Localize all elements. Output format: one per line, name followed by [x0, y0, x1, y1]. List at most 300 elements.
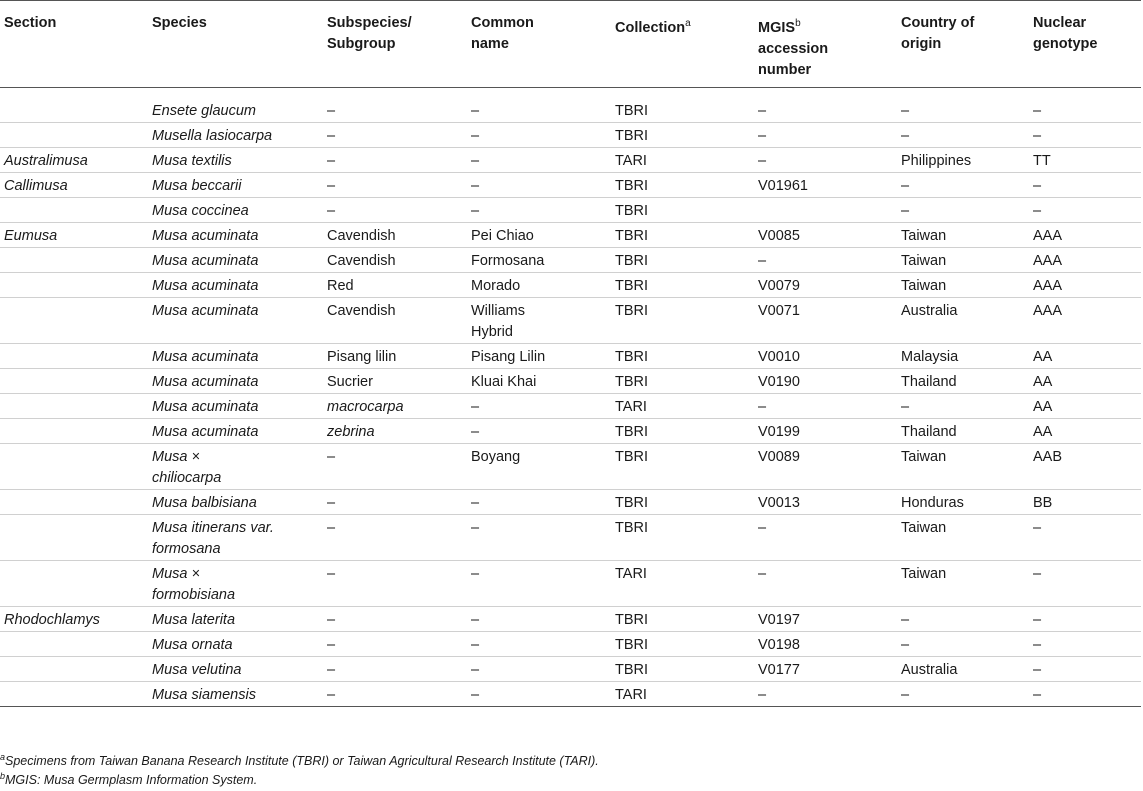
common-name-cell-text: – [471, 565, 480, 582]
genotype-cell-text: AA [1033, 398, 1053, 415]
country-cell [897, 272, 1029, 297]
species-cell-text: Musa acuminata [152, 373, 259, 390]
header-subspecies: Subspecies/ Subgroup [323, 1, 467, 88]
genotype-cell-text: AA [1033, 423, 1053, 440]
section-cell [0, 606, 148, 631]
common-name-cell-text: – [471, 494, 480, 511]
section-cell [0, 560, 148, 606]
country-cell [897, 514, 1029, 560]
spacer-cell [754, 87, 897, 98]
species-cell-text: Musa ornata [152, 636, 233, 653]
mgis-cell [754, 247, 897, 272]
genotype-cell-text: – [1033, 611, 1042, 628]
genotype-cell-text: – [1033, 519, 1042, 536]
mgis-cell-text: – [758, 519, 767, 536]
collection-cell [611, 98, 754, 123]
species-cell-text: Ensete glaucum [152, 102, 256, 119]
genotype-cell [1029, 122, 1141, 147]
mgis-cell-text: V0013 [758, 494, 800, 511]
mgis-cell [754, 98, 897, 123]
subspecies-cell [323, 297, 467, 343]
section-cell [0, 343, 148, 368]
genotype-cell [1029, 172, 1141, 197]
section-cell [0, 631, 148, 656]
mgis-cell [754, 222, 897, 247]
subspecies-cell [323, 443, 467, 489]
footnote-mark-b: b [795, 18, 801, 29]
country-cell-text: Taiwan [901, 227, 947, 244]
subspecies-cell [323, 489, 467, 514]
subspecies-cell [323, 272, 467, 297]
genotype-cell [1029, 343, 1141, 368]
common-name-cell [467, 172, 611, 197]
species-cell [148, 147, 323, 172]
collection-cell [611, 681, 754, 706]
country-cell-text: Taiwan [901, 565, 947, 582]
genotype-cell-text: AA [1033, 348, 1053, 365]
collection-cell-text: TBRI [615, 252, 649, 269]
genotype-cell [1029, 393, 1141, 418]
table-row [0, 631, 1141, 656]
collection-cell-text: TBRI [615, 277, 649, 294]
subspecies-cell-text: Cavendish [327, 227, 396, 244]
subspecies-cell-text: – [327, 152, 336, 169]
mgis-cell-text: – [758, 152, 767, 169]
common-name-cell [467, 560, 611, 606]
header-nuclear-genotype: Nuclear genotype [1029, 1, 1141, 88]
mgis-cell [754, 560, 897, 606]
section-cell [0, 272, 148, 297]
subspecies-cell [323, 172, 467, 197]
mgis-cell [754, 489, 897, 514]
mgis-cell-text: – [758, 127, 767, 144]
genotype-cell-text: – [1033, 636, 1042, 653]
common-name-cell-text: – [471, 636, 480, 653]
collection-cell-text: TBRI [615, 423, 649, 440]
mgis-cell-text: – [758, 102, 767, 119]
mgis-cell-text: V0071 [758, 302, 800, 319]
common-name-cell [467, 631, 611, 656]
country-cell-text: – [901, 177, 910, 194]
country-cell-text: Australia [901, 661, 958, 678]
mgis-cell [754, 656, 897, 681]
subspecies-cell [323, 147, 467, 172]
species-cell [148, 343, 323, 368]
common-name-cell [467, 681, 611, 706]
section-cell [0, 147, 148, 172]
header-row [0, 1, 1141, 88]
genotype-cell-text: – [1033, 102, 1042, 119]
mgis-cell-text: V0089 [758, 448, 800, 465]
country-cell [897, 147, 1029, 172]
subspecies-cell-text: – [327, 127, 336, 144]
common-name-cell-text: Pei Chiao [471, 227, 534, 244]
collection-cell-text: TARI [615, 565, 647, 582]
subspecies-cell-text: – [327, 177, 336, 194]
genotype-cell [1029, 247, 1141, 272]
collection-cell [611, 297, 754, 343]
collection-cell-text: TARI [615, 398, 647, 415]
subspecies-cell-text: – [327, 102, 336, 119]
mgis-cell [754, 343, 897, 368]
common-name-cell-text: – [471, 398, 480, 415]
genotype-cell [1029, 681, 1141, 706]
species-cell-text: Musa acuminata [152, 227, 259, 244]
species-cell-text: Musa siamensis [152, 686, 256, 703]
subspecies-cell-text: Red [327, 277, 354, 294]
mgis-cell-text: V0079 [758, 277, 800, 294]
subspecies-cell-text: – [327, 202, 336, 219]
subspecies-cell [323, 514, 467, 560]
subspecies-cell-text: – [327, 686, 336, 703]
table-row [0, 514, 1141, 560]
subspecies-cell [323, 247, 467, 272]
species-cell-text-line2: chiliocarpa [152, 469, 222, 486]
genotype-cell-text: AAA [1033, 277, 1063, 294]
species-cell [148, 489, 323, 514]
genotype-cell-text: – [1033, 565, 1042, 582]
mgis-cell [754, 393, 897, 418]
species-cell [148, 393, 323, 418]
genotype-cell-text: AAA [1033, 302, 1063, 319]
subspecies-cell [323, 606, 467, 631]
collection-cell-text: TBRI [615, 373, 649, 390]
common-name-cell [467, 222, 611, 247]
mgis-cell [754, 514, 897, 560]
country-cell-text: Thailand [901, 373, 957, 390]
species-cell [148, 514, 323, 560]
table-row [0, 272, 1141, 297]
collection-cell-text: TBRI [615, 448, 649, 465]
genotype-cell [1029, 656, 1141, 681]
collection-cell [611, 489, 754, 514]
footnote-a: $^a$Specimens from Taiwan Banana Research Institute (TBRI) or Taiwan Agricultural Research Institute (TARI). [0, 752, 599, 769]
mgis-cell-text: – [758, 686, 767, 703]
country-cell [897, 222, 1029, 247]
table-row [0, 393, 1141, 418]
common-name-cell-text: – [471, 152, 480, 169]
subspecies-cell-text: – [327, 519, 336, 536]
country-cell-text: – [901, 398, 910, 415]
common-name-cell-text: Formosana [471, 252, 545, 269]
mgis-cell [754, 122, 897, 147]
common-name-cell [467, 122, 611, 147]
collection-cell-text: TBRI [615, 302, 649, 319]
genotype-cell-text: – [1033, 686, 1042, 703]
mgis-cell-text: V01961 [758, 177, 808, 194]
collection-cell [611, 514, 754, 560]
species-cell-text: Musa velutina [152, 661, 242, 678]
table-row [0, 247, 1141, 272]
header-common-name: Common name [467, 1, 611, 88]
mgis-cell [754, 147, 897, 172]
collection-cell-text: TARI [615, 686, 647, 703]
collection-cell-text: TBRI [615, 227, 649, 244]
section-cell-text: Callimusa [4, 177, 68, 194]
subspecies-cell-text: – [327, 565, 336, 582]
species-cell [148, 606, 323, 631]
collection-cell [611, 172, 754, 197]
section-cell [0, 222, 148, 247]
collection-cell-text: TBRI [615, 127, 649, 144]
mgis-cell [754, 443, 897, 489]
country-cell-text: Thailand [901, 423, 957, 440]
section-cell [0, 656, 148, 681]
table-header [0, 1, 1141, 88]
subspecies-cell-text: – [327, 636, 336, 653]
section-cell [0, 122, 148, 147]
country-cell-text: Malaysia [901, 348, 959, 365]
common-name-cell [467, 197, 611, 222]
section-cell [0, 443, 148, 489]
footnote-mark-a: a [685, 18, 691, 29]
common-name-cell [467, 247, 611, 272]
mgis-cell [754, 681, 897, 706]
genotype-cell-text: – [1033, 127, 1042, 144]
mgis-cell-text: – [758, 252, 767, 269]
common-name-cell [467, 297, 611, 343]
country-cell-text: Taiwan [901, 277, 947, 294]
section-cell [0, 418, 148, 443]
common-name-cell-text: – [471, 519, 480, 536]
common-name-cell [467, 147, 611, 172]
country-cell [897, 681, 1029, 706]
common-name-cell [467, 98, 611, 123]
section-cell [0, 489, 148, 514]
country-cell-text: – [901, 611, 910, 628]
collection-cell [611, 122, 754, 147]
country-cell-text: – [901, 202, 910, 219]
subspecies-cell-text: Cavendish [327, 252, 396, 269]
collection-cell-text: TARI [615, 152, 647, 169]
country-cell [897, 560, 1029, 606]
collection-cell-text: TBRI [615, 661, 649, 678]
genotype-cell [1029, 222, 1141, 247]
collection-cell-text: TBRI [615, 348, 649, 365]
species-cell-text-line2: formobisiana [152, 586, 236, 603]
genotype-cell [1029, 147, 1141, 172]
mgis-cell-text: V0085 [758, 227, 800, 244]
species-cell-text: Musa laterita [152, 611, 236, 628]
common-name-cell-text: Williams [471, 302, 525, 319]
species-cell-text: Musa × [152, 448, 200, 465]
genotype-cell [1029, 606, 1141, 631]
common-name-cell-text: Pisang Lilin [471, 348, 546, 365]
species-cell [148, 247, 323, 272]
table-row [0, 197, 1141, 222]
mgis-cell-text: V0199 [758, 423, 800, 440]
genotype-cell-text: AA [1033, 373, 1053, 390]
country-cell-text: Taiwan [901, 519, 947, 536]
species-cell [148, 197, 323, 222]
genotype-cell [1029, 368, 1141, 393]
mgis-cell [754, 297, 897, 343]
section-cell [0, 368, 148, 393]
table-row [0, 418, 1141, 443]
subspecies-cell [323, 560, 467, 606]
species-cell [148, 368, 323, 393]
country-cell-text: Australia [901, 302, 958, 319]
table-row [0, 172, 1141, 197]
common-name-cell-text: – [471, 127, 480, 144]
collection-cell-text: TBRI [615, 636, 649, 653]
subspecies-cell-text: zebrina [327, 423, 375, 440]
mgis-cell-text: V0198 [758, 636, 800, 653]
subspecies-cell-text: Sucrier [327, 373, 373, 390]
mgis-cell [754, 272, 897, 297]
species-cell-text: Musa acuminata [152, 277, 259, 294]
table-row [0, 98, 1141, 123]
country-cell [897, 606, 1029, 631]
species-cell [148, 222, 323, 247]
country-cell-text: Philippines [901, 152, 972, 169]
mgis-cell-text: – [758, 398, 767, 415]
mgis-cell [754, 631, 897, 656]
common-name-cell-text: – [471, 423, 480, 440]
subspecies-cell-text: – [327, 448, 336, 465]
species-cell-text: Musa coccinea [152, 202, 249, 219]
subspecies-cell [323, 98, 467, 123]
table-row [0, 606, 1141, 631]
mgis-cell-text: V0190 [758, 373, 800, 390]
species-cell [148, 172, 323, 197]
subspecies-cell-text: – [327, 611, 336, 628]
collection-cell [611, 560, 754, 606]
species-cell [148, 98, 323, 123]
country-cell [897, 418, 1029, 443]
subspecies-cell [323, 681, 467, 706]
country-cell [897, 393, 1029, 418]
country-cell-text: Taiwan [901, 252, 947, 269]
species-cell [148, 443, 323, 489]
common-name-cell [467, 443, 611, 489]
species-cell-text-line2: formosana [152, 540, 221, 557]
species-cell [148, 122, 323, 147]
subspecies-cell-text: – [327, 494, 336, 511]
genotype-cell-text: AAA [1033, 252, 1063, 269]
species-cell-text: Musa itinerans var. [152, 519, 274, 536]
section-cell-text: Rhodochlamys [4, 611, 100, 628]
country-cell-text: – [901, 686, 910, 703]
species-cell-text: Musa acuminata [152, 348, 259, 365]
section-cell [0, 297, 148, 343]
spacer-cell [148, 87, 323, 98]
common-name-cell-text: Kluai Khai [471, 373, 537, 390]
spacer-cell [611, 87, 754, 98]
collection-cell [611, 368, 754, 393]
species-cell [148, 681, 323, 706]
common-name-cell-text-line2: Hybrid [471, 323, 513, 340]
country-cell [897, 656, 1029, 681]
country-cell-text: – [901, 102, 910, 119]
header-country: Country of origin [897, 1, 1029, 88]
collection-cell-text: TBRI [615, 494, 649, 511]
common-name-cell-text: – [471, 611, 480, 628]
country-cell [897, 197, 1029, 222]
section-cell [0, 172, 148, 197]
species-cell [148, 560, 323, 606]
collection-cell-text: TBRI [615, 177, 649, 194]
mgis-cell-text: – [758, 565, 767, 582]
section-cell [0, 681, 148, 706]
spacer-cell [0, 87, 148, 98]
subspecies-cell [323, 197, 467, 222]
subspecies-cell-text: Cavendish [327, 302, 396, 319]
genotype-cell [1029, 443, 1141, 489]
common-name-cell-text: – [471, 177, 480, 194]
common-name-cell-text: – [471, 661, 480, 678]
collection-cell-text: TBRI [615, 202, 649, 219]
table-row [0, 443, 1141, 489]
species-cell-text: Musa × [152, 565, 200, 582]
species-cell-text: Musa acuminata [152, 423, 259, 440]
mgis-cell [754, 368, 897, 393]
mgis-cell-text: V0197 [758, 611, 800, 628]
country-cell [897, 297, 1029, 343]
mgis-cell-text: V0010 [758, 348, 800, 365]
country-cell [897, 631, 1029, 656]
species-cell-text: Musa acuminata [152, 302, 259, 319]
species-cell [148, 418, 323, 443]
country-cell [897, 343, 1029, 368]
common-name-cell [467, 393, 611, 418]
footnote-b: $^b$MGIS: Musa Germplasm Information System. [0, 771, 258, 788]
table-row [0, 368, 1141, 393]
genotype-cell [1029, 297, 1141, 343]
collection-cell-text: TBRI [615, 102, 649, 119]
mgis-cell [754, 606, 897, 631]
header-collection: Collection$^a$ [611, 1, 754, 88]
genotype-cell [1029, 197, 1141, 222]
spacer-cell [323, 87, 467, 98]
subspecies-cell [323, 122, 467, 147]
mgis-cell [754, 197, 897, 222]
collection-cell [611, 272, 754, 297]
species-cell [148, 656, 323, 681]
collection-cell [611, 443, 754, 489]
subspecies-cell [323, 418, 467, 443]
country-cell [897, 172, 1029, 197]
country-cell-text: Honduras [901, 494, 964, 511]
common-name-cell-text: Morado [471, 277, 521, 294]
genotype-cell-text: – [1033, 661, 1042, 678]
genotype-cell-text: AAB [1033, 448, 1063, 465]
common-name-cell [467, 606, 611, 631]
section-cell [0, 247, 148, 272]
genotype-cell-text: TT [1033, 152, 1051, 169]
species-cell [148, 272, 323, 297]
country-cell-text: – [901, 636, 910, 653]
genotype-cell [1029, 98, 1141, 123]
country-cell [897, 489, 1029, 514]
common-name-cell [467, 343, 611, 368]
collection-cell [611, 222, 754, 247]
header-spacer-row [0, 87, 1141, 98]
genotype-cell-text: AAA [1033, 227, 1063, 244]
collection-cell [611, 418, 754, 443]
subspecies-cell [323, 393, 467, 418]
country-cell [897, 98, 1029, 123]
table-row [0, 297, 1141, 343]
header-species: Species [148, 1, 323, 88]
subspecies-cell-text: macrocarpa [327, 398, 404, 415]
common-name-cell [467, 418, 611, 443]
common-name-cell-text: – [471, 686, 480, 703]
subspecies-cell [323, 368, 467, 393]
species-cell-text: Musa balbisiana [152, 494, 257, 511]
species-cell [148, 297, 323, 343]
collection-cell [611, 343, 754, 368]
